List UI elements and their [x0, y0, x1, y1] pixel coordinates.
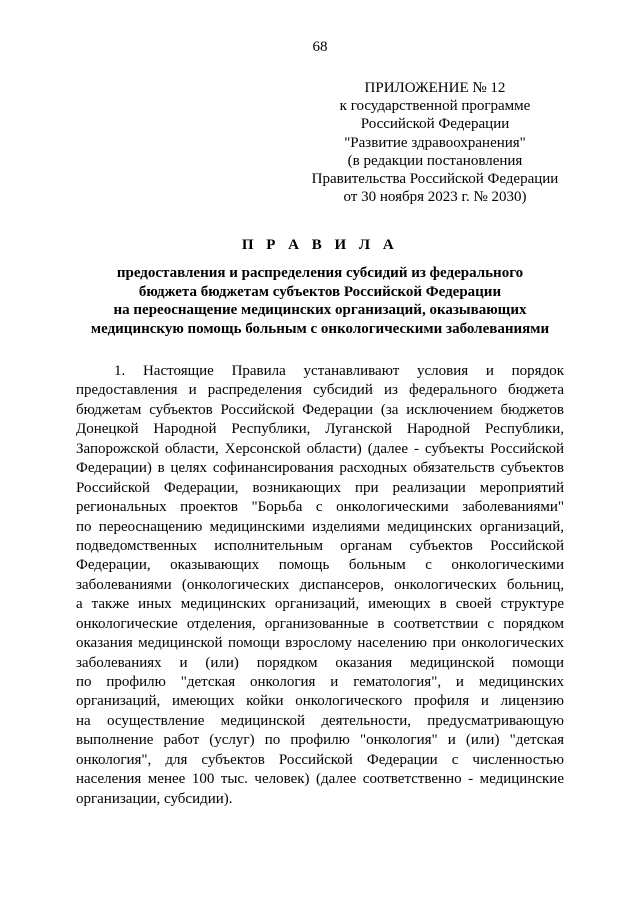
- subtitle-line: предоставления и распределения субсидий из федерального: [116, 265, 524, 281]
- paragraph-line: подведомственных исполнительным органам субъектов Российской: [76, 537, 564, 554]
- paragraph-line: Федерации, оказывающих помощь больным с онкологическими: [76, 557, 564, 574]
- paragraph-line: онкологические отделения, организованные в соответствии с порядком: [76, 615, 564, 632]
- paragraph-line: а также иных медицинских организаций, имеющих в своей структуре: [76, 596, 564, 613]
- paragraph-line: региональных проектов "Борьба с онкологическими заболеваниями": [76, 499, 564, 516]
- paragraph-line: на осуществление медицинской деятельности, предусматривающую: [76, 712, 564, 729]
- appendix-line: "Развитие здравоохранения": [344, 134, 526, 151]
- paragraph-line: заболеваниях и (или) порядком оказания медицинской помощи: [76, 654, 564, 671]
- subtitle-line: на переоснащение медицинских организаций, оказывающих: [113, 302, 527, 319]
- appendix-line: от 30 ноября 2023 г. № 2030): [343, 189, 527, 206]
- paragraph-line: организации, субсидии).: [76, 790, 233, 807]
- paragraph-line: 1. Настоящие Правила устанавливают условия и порядок: [114, 363, 564, 379]
- paragraph-line: оказания медицинской помощи взрослому населению при онкологических: [76, 635, 564, 652]
- appendix-line: ПРИЛОЖЕНИЕ № 12: [364, 80, 506, 96]
- subtitle-line: медицинскую помощь больным с онкологическими заболеваниями: [90, 320, 550, 337]
- paragraph-line: по профилю "детская онкология и гематология", и медицинских: [76, 674, 564, 690]
- appendix-line: к государственной программе: [339, 98, 531, 115]
- paragraph-line: Российской Федерации, возникающих при реализации мероприятий: [76, 479, 564, 496]
- paragraph-1: [76, 362, 564, 809]
- appendix-line: Российской Федерации: [360, 116, 510, 133]
- paragraph-line: выполнение работ (услуг) по профилю "онкология" и (или) "детская: [76, 732, 564, 749]
- appendix-header: [300, 79, 570, 206]
- document-subtitle: [0, 264, 640, 338]
- paragraph-line: организаций, имеющих койки онкологического профиля и лицензию: [76, 693, 564, 710]
- appendix-line: Правительства Российской Федерации: [311, 171, 559, 188]
- appendix-line: (в редакции постановления: [347, 152, 523, 169]
- paragraph-line: онкология", для субъектов Российской Федерации с численностью: [76, 751, 564, 768]
- paragraph-line: населения менее 100 тыс. человек) (далее соответственно - медицинские: [76, 771, 564, 788]
- page-number: 68: [312, 39, 328, 55]
- subtitle-line: бюджета бюджетам субъектов Российской Федерации: [138, 283, 502, 300]
- paragraph-line: Донецкой Народной Республики, Луганской Народной Республики,: [76, 421, 564, 438]
- paragraph-line: заболеваниями (онкологических диспансеров, онкологических больниц,: [76, 576, 564, 593]
- paragraph-line: Запорожской области, Херсонской области) (далее - субъекты Российской: [76, 440, 564, 457]
- document-title: П Р А В И Л А: [241, 237, 399, 253]
- paragraph-line: Федерации) в целях софинансирования расходных обязательств субъектов: [76, 460, 564, 477]
- paragraph-line: по переоснащению медицинскими изделиями медицинских организаций,: [76, 518, 564, 535]
- paragraph-line: предоставления и распределения субсидий из федерального бюджета: [76, 382, 564, 399]
- paragraph-line: бюджетам субъектов Российской Федерации (за исключением бюджетов: [76, 401, 564, 418]
